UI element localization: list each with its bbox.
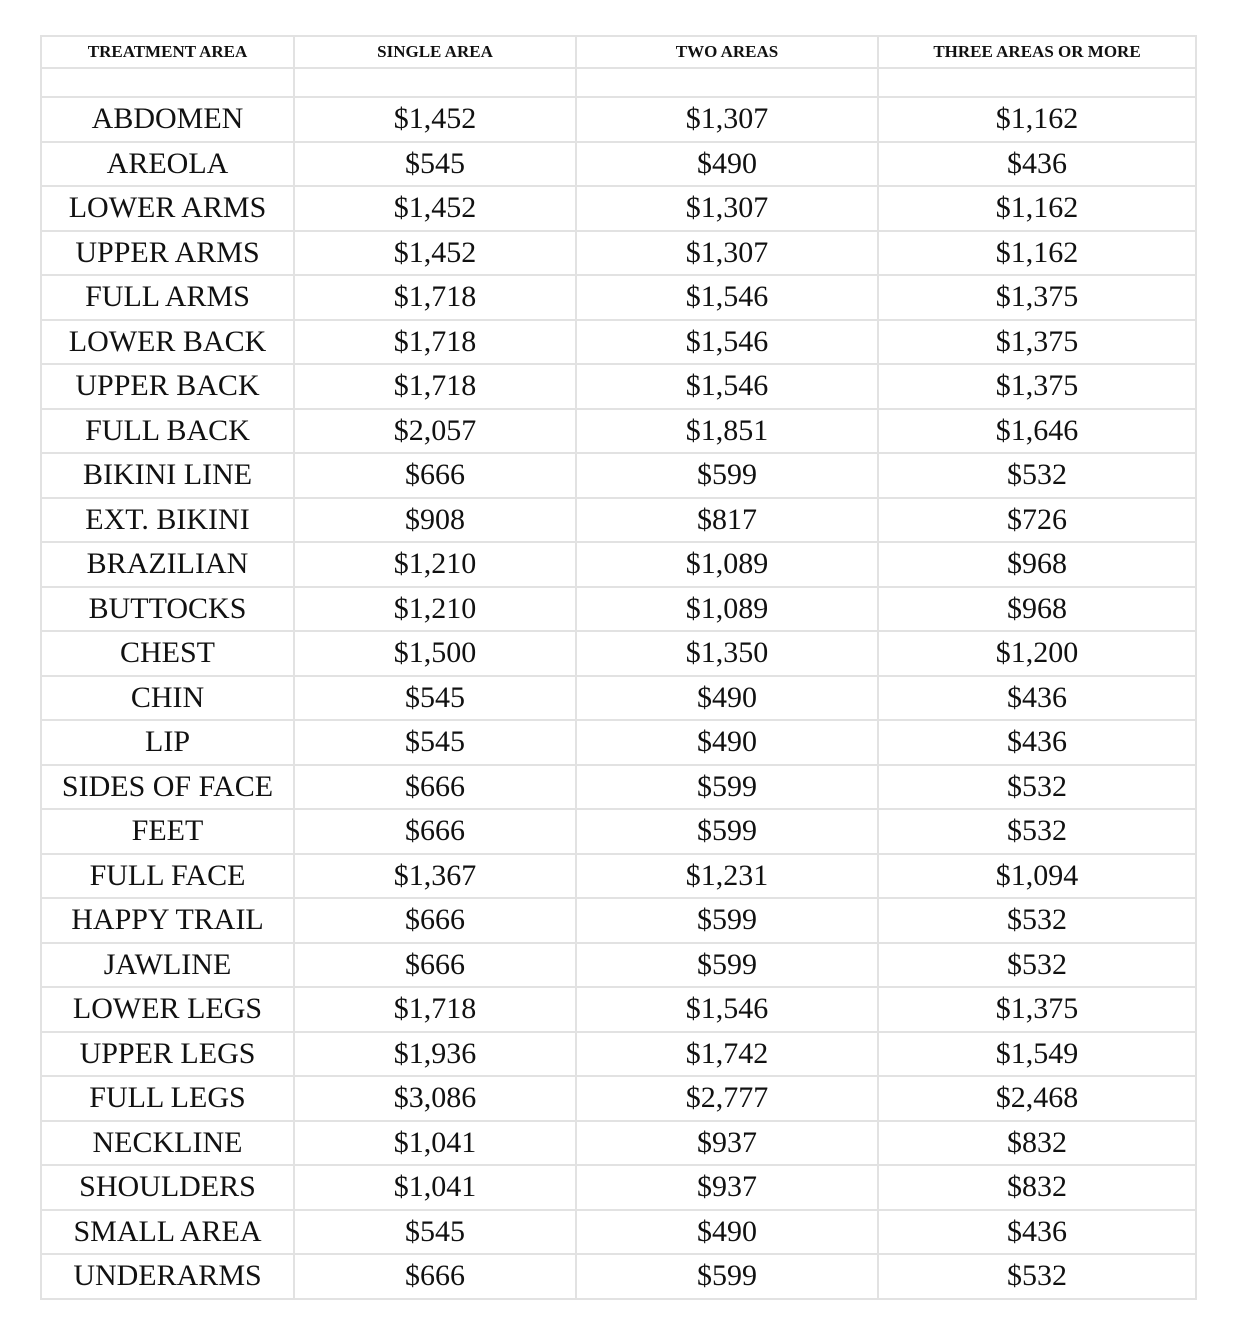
table-row: [41, 364, 1196, 409]
two-areas-price: $1,089: [576, 587, 878, 632]
three-areas-price: $436: [878, 720, 1196, 765]
three-areas-price: $1,200: [878, 631, 1196, 676]
two-areas-price: $1,307: [576, 231, 878, 276]
three-areas-price: $1,162: [878, 231, 1196, 276]
table-row: [41, 320, 1196, 365]
three-areas-price: $1,375: [878, 275, 1196, 320]
two-areas-price: $1,307: [576, 97, 878, 142]
two-areas-price: $1,546: [576, 275, 878, 320]
table-row: [41, 1210, 1196, 1255]
three-areas-price: $832: [878, 1121, 1196, 1166]
table-row: [41, 587, 1196, 632]
empty-cell: [576, 68, 878, 97]
single-area-price: $1,452: [294, 186, 576, 231]
two-areas-price: $490: [576, 676, 878, 721]
treatment-area-cell: AREOLA: [41, 142, 294, 187]
single-area-price: $1,718: [294, 364, 576, 409]
single-area-price: $1,041: [294, 1121, 576, 1166]
three-areas-price: $532: [878, 898, 1196, 943]
three-areas-price: $532: [878, 943, 1196, 988]
two-areas-price: $599: [576, 765, 878, 810]
single-area-price: $1,367: [294, 854, 576, 899]
single-area-price: $545: [294, 676, 576, 721]
three-areas-price: $968: [878, 542, 1196, 587]
empty-cell: [878, 68, 1196, 97]
table-row: [41, 943, 1196, 988]
table-row: [41, 1254, 1196, 1299]
single-area-price: $666: [294, 809, 576, 854]
empty-row: [41, 68, 1196, 97]
single-area-price: $666: [294, 765, 576, 810]
single-area-price: $1,210: [294, 542, 576, 587]
treatment-area-cell: HAPPY TRAIL: [41, 898, 294, 943]
two-areas-price: $490: [576, 720, 878, 765]
three-areas-price: $1,375: [878, 987, 1196, 1032]
two-areas-price: $817: [576, 498, 878, 543]
three-areas-price: $1,162: [878, 186, 1196, 231]
table-row: [41, 409, 1196, 454]
table-row: [41, 676, 1196, 721]
treatment-area-cell: UNDERARMS: [41, 1254, 294, 1299]
single-area-price: $908: [294, 498, 576, 543]
three-areas-price: $532: [878, 809, 1196, 854]
three-areas-price: $1,094: [878, 854, 1196, 899]
two-areas-price: $2,777: [576, 1076, 878, 1121]
treatment-area-cell: NECKLINE: [41, 1121, 294, 1166]
treatment-area-cell: SHOULDERS: [41, 1165, 294, 1210]
three-areas-price: $532: [878, 1254, 1196, 1299]
header-treatment-area: TREATMENT AREA: [41, 36, 294, 68]
two-areas-price: $937: [576, 1121, 878, 1166]
table-row: [41, 231, 1196, 276]
treatment-area-cell: BUTTOCKS: [41, 587, 294, 632]
three-areas-price: $532: [878, 453, 1196, 498]
single-area-price: $3,086: [294, 1076, 576, 1121]
single-area-price: $1,936: [294, 1032, 576, 1077]
single-area-price: $545: [294, 1210, 576, 1255]
treatment-area-cell: LIP: [41, 720, 294, 765]
empty-cell: [294, 68, 576, 97]
table-row: [41, 97, 1196, 142]
header-row: [41, 36, 1196, 68]
header-single-area: SINGLE AREA: [294, 36, 576, 68]
single-area-price: $666: [294, 453, 576, 498]
table-row: [41, 453, 1196, 498]
pricing-table: [40, 35, 1197, 1300]
treatment-area-cell: JAWLINE: [41, 943, 294, 988]
single-area-price: $1,718: [294, 987, 576, 1032]
treatment-area-cell: BIKINI LINE: [41, 453, 294, 498]
treatment-area-cell: FULL FACE: [41, 854, 294, 899]
table-row: [41, 1121, 1196, 1166]
treatment-area-cell: CHEST: [41, 631, 294, 676]
two-areas-price: $490: [576, 142, 878, 187]
three-areas-price: $2,468: [878, 1076, 1196, 1121]
single-area-price: $666: [294, 943, 576, 988]
single-area-price: $545: [294, 142, 576, 187]
table-row: [41, 809, 1196, 854]
treatment-area-cell: UPPER BACK: [41, 364, 294, 409]
table-row: [41, 631, 1196, 676]
table-row: [41, 275, 1196, 320]
table-row: [41, 1076, 1196, 1121]
table-row: [41, 898, 1196, 943]
single-area-price: $666: [294, 1254, 576, 1299]
treatment-area-cell: SIDES OF FACE: [41, 765, 294, 810]
treatment-area-cell: UPPER ARMS: [41, 231, 294, 276]
treatment-area-cell: LOWER LEGS: [41, 987, 294, 1032]
header-two-areas: TWO AREAS: [576, 36, 878, 68]
three-areas-price: $832: [878, 1165, 1196, 1210]
table-row: [41, 1165, 1196, 1210]
treatment-area-cell: SMALL AREA: [41, 1210, 294, 1255]
three-areas-price: $532: [878, 765, 1196, 810]
single-area-price: $1,210: [294, 587, 576, 632]
single-area-price: $1,041: [294, 1165, 576, 1210]
three-areas-price: $1,549: [878, 1032, 1196, 1077]
two-areas-price: $1,546: [576, 320, 878, 365]
two-areas-price: $937: [576, 1165, 878, 1210]
header-three-areas: THREE AREAS OR MORE: [878, 36, 1196, 68]
two-areas-price: $490: [576, 1210, 878, 1255]
two-areas-price: $1,851: [576, 409, 878, 454]
two-areas-price: $599: [576, 809, 878, 854]
single-area-price: $1,718: [294, 275, 576, 320]
three-areas-price: $726: [878, 498, 1196, 543]
two-areas-price: $599: [576, 1254, 878, 1299]
three-areas-price: $436: [878, 1210, 1196, 1255]
two-areas-price: $1,350: [576, 631, 878, 676]
treatment-area-cell: BRAZILIAN: [41, 542, 294, 587]
three-areas-price: $968: [878, 587, 1196, 632]
treatment-area-cell: EXT. BIKINI: [41, 498, 294, 543]
treatment-area-cell: ABDOMEN: [41, 97, 294, 142]
single-area-price: $2,057: [294, 409, 576, 454]
treatment-area-cell: CHIN: [41, 676, 294, 721]
single-area-price: $1,718: [294, 320, 576, 365]
single-area-price: $545: [294, 720, 576, 765]
single-area-price: $1,452: [294, 231, 576, 276]
three-areas-price: $1,375: [878, 320, 1196, 365]
table-row: [41, 1032, 1196, 1077]
table-row: [41, 186, 1196, 231]
table-row: [41, 720, 1196, 765]
single-area-price: $1,452: [294, 97, 576, 142]
single-area-price: $1,500: [294, 631, 576, 676]
two-areas-price: $1,742: [576, 1032, 878, 1077]
treatment-area-cell: FEET: [41, 809, 294, 854]
table-row: [41, 142, 1196, 187]
two-areas-price: $599: [576, 943, 878, 988]
three-areas-price: $436: [878, 676, 1196, 721]
two-areas-price: $1,089: [576, 542, 878, 587]
two-areas-price: $599: [576, 898, 878, 943]
three-areas-price: $1,162: [878, 97, 1196, 142]
treatment-area-cell: LOWER BACK: [41, 320, 294, 365]
two-areas-price: $1,546: [576, 364, 878, 409]
table-row: [41, 987, 1196, 1032]
treatment-area-cell: LOWER ARMS: [41, 186, 294, 231]
single-area-price: $666: [294, 898, 576, 943]
two-areas-price: $599: [576, 453, 878, 498]
three-areas-price: $1,646: [878, 409, 1196, 454]
table-row: [41, 854, 1196, 899]
table-row: [41, 765, 1196, 810]
treatment-area-cell: FULL BACK: [41, 409, 294, 454]
treatment-area-cell: FULL LEGS: [41, 1076, 294, 1121]
three-areas-price: $436: [878, 142, 1196, 187]
table-row: [41, 498, 1196, 543]
treatment-area-cell: UPPER LEGS: [41, 1032, 294, 1077]
two-areas-price: $1,307: [576, 186, 878, 231]
two-areas-price: $1,231: [576, 854, 878, 899]
three-areas-price: $1,375: [878, 364, 1196, 409]
table-row: [41, 542, 1196, 587]
treatment-area-cell: FULL ARMS: [41, 275, 294, 320]
empty-cell: [41, 68, 294, 97]
two-areas-price: $1,546: [576, 987, 878, 1032]
